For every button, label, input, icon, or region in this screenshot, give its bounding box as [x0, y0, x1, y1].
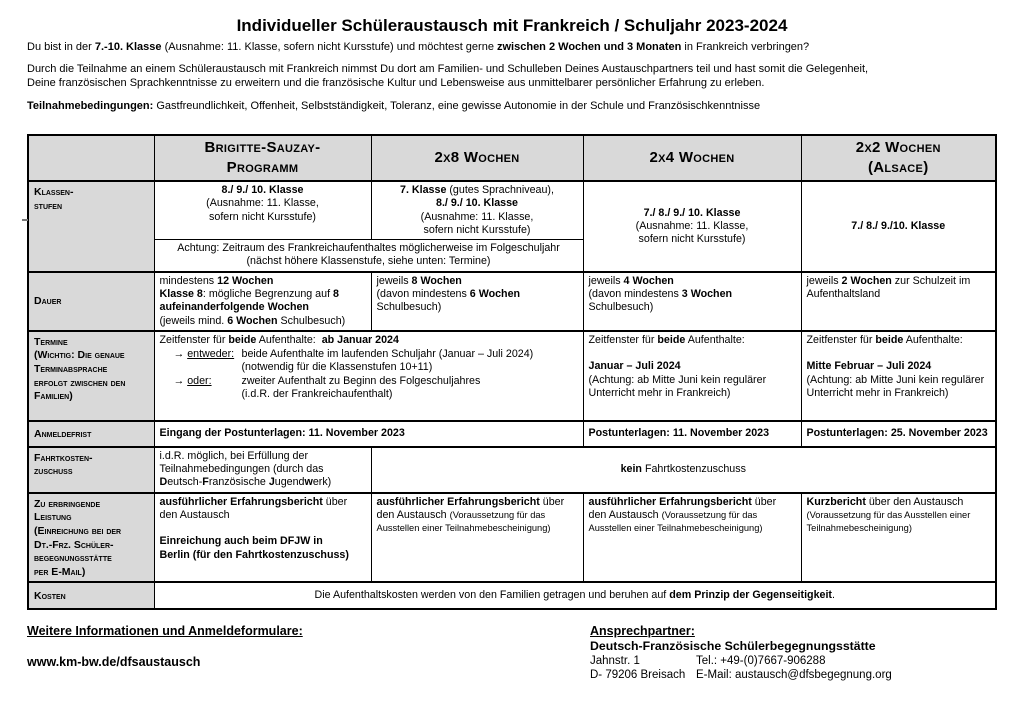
row-label-zu-erbringende-leistung: Zu erbringende Leistung (Einreichung bei der Dt.-Frz. Schüler- begegnungsstätte per E-Mail) — [28, 493, 154, 583]
cell-dauer-2x4: jeweils 4 Wochen (davon mindestens 3 Wochen Schulbesuch) — [583, 272, 801, 331]
arrow-icon: → — [173, 348, 185, 361]
col-header-2x8-wochen: 2x8 Wochen — [371, 135, 583, 182]
footer-address-row — [590, 655, 997, 667]
page-edge-mark — [22, 219, 28, 221]
col-header-2x4-wochen: 2x4 Wochen — [583, 135, 801, 182]
cell-klassenstufen-achtung: Achtung: Zeitraum des Frankreichaufenthaltes möglicherweise im Folgeschuljahr (nächst höhere Klassenstufe, siehe unten: Termine) — [154, 240, 583, 272]
row-label-fahrtkostenzuschuss: Fahrtkosten- zuschuss — [28, 447, 154, 493]
cell-fahrtkosten-others: kein Fahrtkostenzuschuss — [371, 447, 996, 493]
participation-conditions: Teilnahmebedingungen: Gastfreundlichkeit, Offenheit, Selbstständigkeit, Toleranz, eine gewisse Autonomie in der Schule und Französischkenntnisse — [27, 100, 761, 113]
cell-klassenstufen-2x8: 7. Klasse (gutes Sprachniveau), 8./ 9./ 10. Klasse (Ausnahme: 11. Klasse, sofern nicht Kursstufe) — [371, 181, 583, 240]
row-label-klassenstufen: Klassen- stufen — [28, 181, 154, 272]
cell-termine-2x2: Zeitfenster für beide Aufenthalte: Mitte Februar – Juli 2024 (Achtung: ab Mitte Juni kein regulärer Unterricht mehr in Frankreich) — [801, 331, 996, 421]
footer-organization-name: Deutsch-Französische Schülerbegegnungsstätte — [590, 639, 876, 654]
row-label-termine: Termine (Wichtig: Die genaue Terminabsprache erfolgt zwischen den Familien) — [28, 331, 154, 421]
footer-phone: Tel.: +49-(0)7667-906288 — [696, 655, 826, 668]
cell-leistung-2x4: ausführlicher Erfahrungsbericht über den Austausch (Voraussetzung für das Ausstellen einer Teilnahmebescheinigung) — [583, 493, 801, 583]
cell-termine-brigitte-sauzay-2x8 — [154, 331, 583, 421]
page-title: Individueller Schüleraustausch mit Frankreich / Schuljahr 2023-2024 — [236, 16, 788, 35]
row-anmeldefrist — [28, 421, 996, 447]
footer-email: E-Mail: austausch@dfsbegegnung.org — [696, 669, 892, 682]
program-comparison-table — [27, 134, 997, 611]
cell-anmeldefrist-brigitte-sauzay-2x8: Eingang der Postunterlagen: 11. November 2023 — [154, 421, 583, 447]
row-dauer — [28, 272, 996, 331]
col-header-2x2-wochen-alsace: 2x2 Wochen (Alsace) — [801, 135, 996, 182]
termine-option-oder-note: (i.d.R. der Frankreichaufenthalt) — [241, 387, 393, 400]
cell-dauer-2x2: jeweils 2 Wochen zur Schulzeit im Aufenthaltsland — [801, 272, 996, 331]
footer-more-info — [27, 624, 590, 681]
termine-options — [160, 348, 578, 401]
cell-leistung-2x2: Kurzbericht über den Austausch (Voraussetzung für das Ausstellen einer Teilnahmebescheinigung) — [801, 493, 996, 583]
row-zu-erbringende-leistung — [28, 493, 996, 583]
cell-termine-2x4: Zeitfenster für beide Aufenthalte: Januar – Juli 2024 (Achtung: ab Mitte Juni kein regulärer Unterricht mehr in Frankreich) — [583, 331, 801, 421]
termine-timeframe: Zeitfenster für beide Aufenthalte: ab Januar 2024 — [159, 333, 399, 346]
footer-address-row — [590, 669, 997, 681]
footer-more-info-heading: Weitere Informationen und Anmeldeformulare: — [27, 624, 303, 639]
arrow-icon: → — [173, 374, 185, 387]
footer-contact — [590, 624, 997, 681]
intro-question: Du bist in der 7.-10. Klasse (Ausnahme: 11. Klasse, sofern nicht Kursstufe) und möchtest gerne zwischen 2 Wochen und 3 Monaten in Frankreich verbringen? — [27, 41, 810, 53]
cell-kosten-all: Die Aufenthaltskosten werden von den Familien getragen und beruhen auf dem Prinzip der Gegenseitigkeit. — [154, 582, 996, 609]
row-fahrtkostenzuschuss — [28, 447, 996, 493]
footer-website-url: www.km-bw.de/dfsaustausch — [27, 655, 201, 670]
cell-anmeldefrist-2x2: Postunterlagen: 25. November 2023 — [801, 421, 996, 447]
cell-anmeldefrist-2x4: Postunterlagen: 11. November 2023 — [583, 421, 801, 447]
row-termine — [28, 331, 996, 421]
cell-dauer-2x8: jeweils 8 Wochen (davon mindestens 6 Wochen Schulbesuch) — [371, 272, 583, 331]
cell-leistung-2x8: ausführlicher Erfahrungsbericht über den Austausch (Voraussetzung für das Ausstellen einer Teilnahmebescheinigung) — [371, 493, 583, 583]
termine-option-entweder-note: (notwendig für die Klassenstufen 10+11) — [241, 361, 433, 374]
corner-cell — [28, 135, 154, 182]
footer — [27, 624, 997, 681]
footer-city: D- 79206 Breisach — [590, 669, 686, 682]
cell-klassenstufen-2x4: 7./ 8./ 9./ 10. Klasse (Ausnahme: 11. Klasse, sofern nicht Kursstufe) — [583, 181, 801, 272]
termine-option-oder: → oder: zweiter Aufenthalt zu Beginn des Folgeschuljahres — [173, 374, 481, 387]
cell-klassenstufen-brigitte-sauzay: 8./ 9./ 10. Klasse (Ausnahme: 11. Klasse, sofern nicht Kursstufe) — [154, 181, 371, 240]
footer-contact-heading: Ansprechpartner: — [590, 624, 695, 639]
row-label-dauer: Dauer — [28, 272, 154, 331]
table-header-row — [28, 135, 996, 182]
cell-klassenstufen-2x2: 7./ 8./ 9./10. Klasse — [801, 181, 996, 272]
row-label-anmeldefrist: Anmeldefrist — [28, 421, 154, 447]
intro-paragraph: Durch die Teilnahme an einem Schüleraustausch mit Frankreich nimmst Du dort am Familien- und Schulleben Deines Austauschpartners teil und hast somit die Gelegenheit, Deine französischen Sprachkenntnisse zu erweitern und die französische Kultur und Lebensweise aus unmittelbarer persönlicher Erfahrung zu erleben. — [27, 63, 869, 89]
cell-fahrtkosten-brigitte-sauzay: i.d.R. möglich, bei Erfüllung der Teilnahmebedingungen (durch das Deutsch-Französische Jugendwerk) — [154, 447, 371, 493]
col-header-brigitte-sauzay: Brigitte-Sauzay- Programm — [154, 135, 371, 182]
cell-dauer-brigitte-sauzay: mindestens 12 Wochen Klasse 8: mögliche Begrenzung auf 8 aufeinanderfolgende Wochen (jeweils mind. 6 Wochen Schulbesuch) — [154, 272, 371, 331]
row-klassenstufen — [28, 181, 996, 240]
row-label-kosten: Kosten — [28, 582, 154, 609]
termine-option-entweder: → entweder: beide Aufenthalte im laufenden Schuljahr (Januar – Juli 2024) — [173, 348, 534, 361]
cell-leistung-brigitte-sauzay: ausführlicher Erfahrungsbericht über den Austausch Einreichung auch beim DFJW in Berlin (für den Fahrtkostenzuschuss) — [154, 493, 371, 583]
footer-street: Jahnstr. 1 — [590, 655, 640, 668]
row-kosten — [28, 582, 996, 609]
